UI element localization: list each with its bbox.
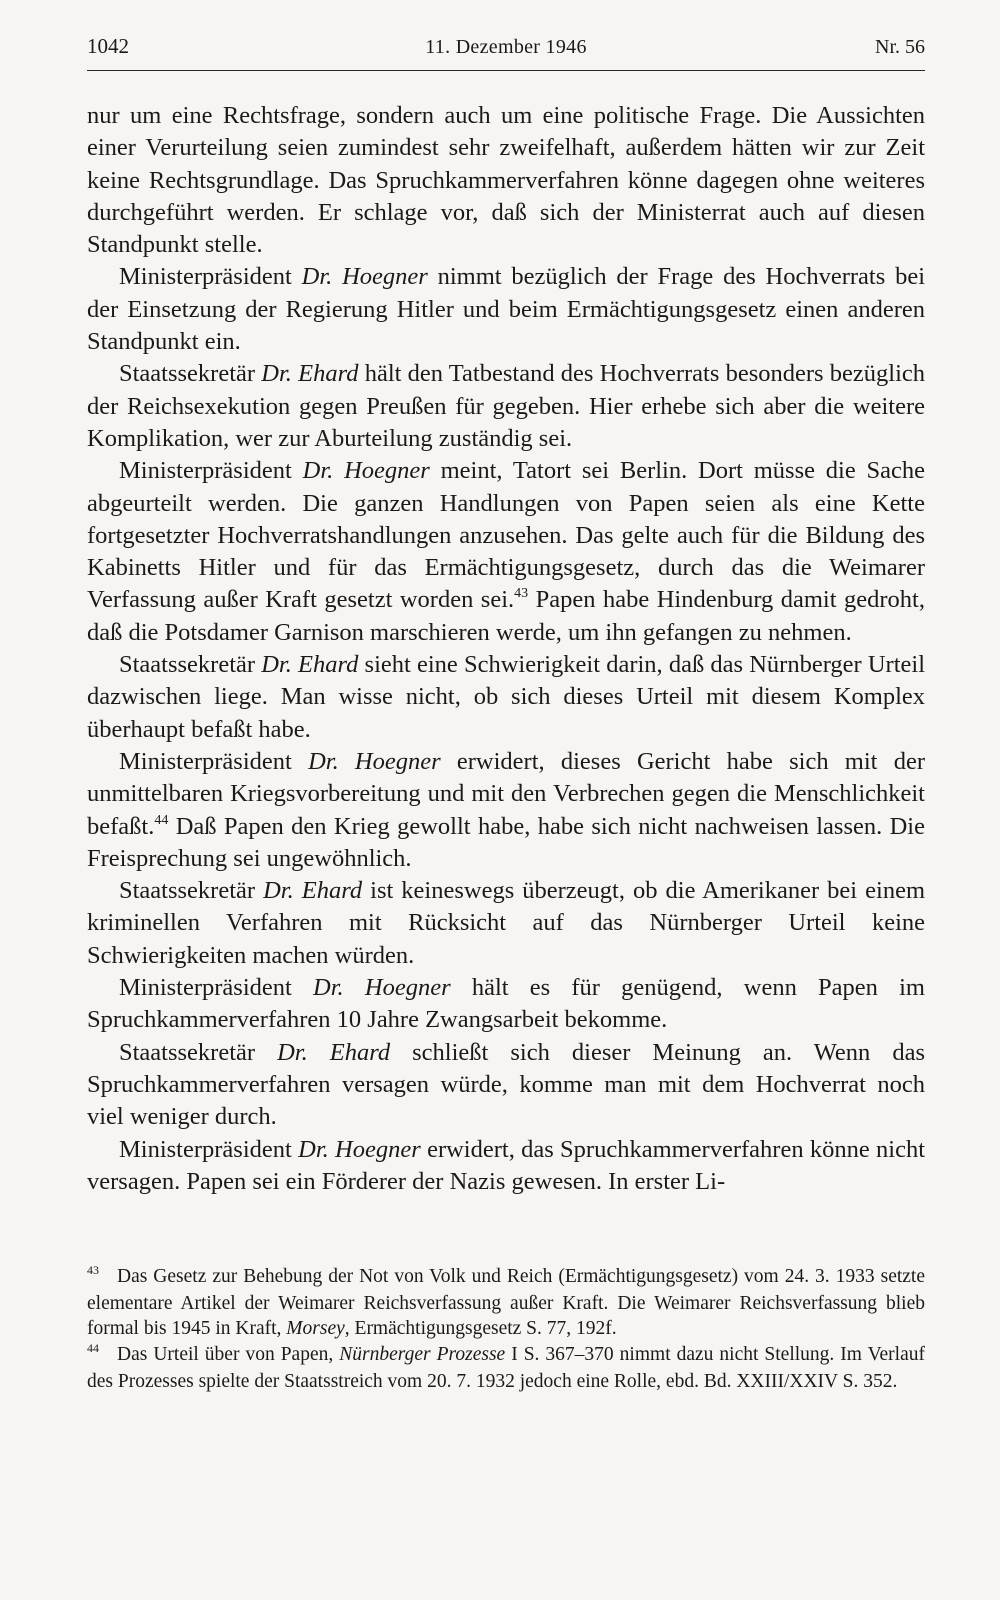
header-date: 11. Dezember 1946 [425, 36, 587, 58]
text-run: Ministerpräsident [119, 747, 309, 775]
text-run: , Ermächtigungsgesetz S. 77, 192f. [344, 1318, 617, 1339]
speaker-name: Dr. Ehard [277, 1038, 391, 1066]
text-run: Ministerpräsident [119, 263, 302, 291]
text-run: sieht eine Schwierigkeit darin, daß das Nürnberger Urteil dazwischen liege. Man wisse nicht, ob sich dieses Urteil mit diesem Komplex überhaupt befaßt habe. [87, 651, 926, 743]
footnote-reference: 43 [514, 586, 529, 602]
speaker-name: Dr. Hoegner [313, 974, 451, 1002]
text-run: nimmt bezüglich der Frage des Hochverrats bei der Einsetzung der Regierung Hitler und beim Ermächtigungsgesetz einen anderen Standpunkt ein. [87, 263, 925, 356]
paragraph [87, 972, 925, 1037]
text-run: Ministerpräsident [119, 974, 314, 1002]
footnote-reference: 44 [154, 812, 169, 828]
text-run: meint, Tatort sei Berlin. Dort müsse die Sache abgeurteilt werden. Die ganzen Handlungen von Papen seien als eine Kette fortgesetzter Hochverratshandlungen anzusehen. Das gelte auch für die Bildung des Kabinetts Hitler und für das Ermächtigungsgesetz, durch das die Weimarer Verfassung außer Kraft gesetzt worden sei. [87, 457, 926, 614]
text-run: Staatssekretär [119, 1038, 278, 1066]
text-run: Das Gesetz zur Behebung der Not von Volk und Reich (Ermächtigungsgesetz) vom 24. 3. 1933 setzte elementare Artikel der Weimarer Reichsverfassung außer Kraft. Die Weimarer Reichsverfassung blieb formal bis 1945 in Kraft, [87, 1266, 925, 1339]
speaker-name: Dr. Hoegner [308, 747, 441, 775]
paragraph [87, 1134, 925, 1199]
main-text [87, 100, 925, 1198]
text-run: Staatssekretär [119, 360, 262, 388]
text-run: hält den Tatbestand des Hochverrats besonders bezüglich der Reichsexekution gegen Preußen für gegeben. Hier erhebe sich aber die weitere Komplikation, wer zur Aburteilung zuständig sei. [87, 360, 926, 452]
speaker-name: Dr. Hoegner [302, 457, 430, 485]
text-run: ist keineswegs überzeugt, ob die Amerikaner bei einem kriminellen Verfahren mit Rücksicht auf das Nürnberger Urteil keine Schwierigkeiten machen würden. [87, 877, 925, 969]
speaker-name: Dr. Ehard [261, 651, 359, 679]
text-run: Staatssekretär [119, 651, 262, 679]
text-run: nur um eine Rechtsfrage, sondern auch um eine politische Frage. Die Aussichten einer Verurteilung seien zumindest sehr zweifelhaft, außerdem hätten wir zur Zeit keine Rechtsgrundlage. Das Spruchkammerverfahren könne dagegen ohne weiteres durchgeführt werden. Er schlage vor, daß sich der Ministerrat auch auf diesen Standpunkt stelle. [87, 102, 925, 259]
text-run: Staatssekretär [119, 877, 264, 905]
paragraph [87, 649, 925, 746]
paragraph [87, 358, 925, 455]
speaker-name: Dr. Hoegner [301, 263, 428, 291]
text-run: Ministerpräsident [119, 1135, 299, 1163]
speaker-name: Dr. Hoegner [298, 1135, 421, 1163]
speaker-name: Dr. Ehard [261, 360, 359, 388]
speaker-name: Morsey [286, 1318, 345, 1339]
text-run: erwidert, das Spruchkammerverfahren könne nicht versagen. Papen sei ein Förderer der Nazis gewesen. In erster Li- [87, 1135, 925, 1195]
running-header [87, 34, 925, 71]
paragraph [87, 455, 925, 649]
text-run: Papen habe Hindenburg damit gedroht, daß die Potsdamer Garnison marschieren werde, um ihn gefangen zu nehmen. [87, 586, 925, 646]
paragraph [87, 1037, 925, 1134]
footnote: 43 Das Gesetz zur Behebung der Not von Volk und Reich (Ermächtigungsgesetz) vom 24. 3. 1933 setzte elementare Artikel der Weimarer Reichsverfassung außer Kraft. Die Weimarer Reichsverfassung blieb formal bis 1945 in Kraft, Morsey, Ermächtigungsgesetz S. 77, 192f. [87, 1263, 925, 1339]
text-run: Daß Papen den Krieg gewollt habe, habe sich nicht nachweisen lassen. Die Freisprechung sei ungewöhnlich. [87, 812, 925, 872]
text-run: Ministerpräsident [119, 457, 303, 485]
paragraph [87, 746, 925, 875]
text-run: Das Urteil über von Papen, [117, 1344, 340, 1365]
speaker-name: Nürnberger Prozesse [339, 1344, 506, 1365]
page-number: 1042 [87, 34, 129, 58]
paragraph [87, 261, 925, 358]
footnotes [87, 1264, 925, 1395]
footnote: 44 Das Urteil über von Papen, Nürnberger Prozesse I S. 367–370 nimmt dazu nicht Stellung. Im Verlauf des Prozesses spielte der Staatsstreich vom 20. 7. 1932 jedoch eine Rolle, ebd. Bd. XXIII/XXIV S. 352. [87, 1341, 925, 1392]
text-run: erwidert, dieses Gericht habe sich mit der unmittelbaren Kriegsvorbereitung und mit den Verbrechen gegen die Menschlichkeit befaßt. [87, 747, 925, 840]
text-run: I S. 367–370 nimmt dazu nicht Stellung. Im Verlauf des Prozesses spielte der Staatsstreich vom 20. 7. 1932 jedoch eine Rolle, ebd. Bd. XXIII/XXIV S. 352. [87, 1344, 925, 1392]
issue-number: Nr. 56 [875, 36, 925, 58]
speaker-name: Dr. Ehard [263, 877, 363, 905]
paragraph [87, 100, 925, 261]
text-run: schließt sich dieser Meinung an. Wenn das Spruchkammerverfahren versagen würde, komme man mit dem Hochverrat noch viel weniger durch. [87, 1038, 925, 1131]
text-run: hält es für genügend, wenn Papen im Spruchkammerverfahren 10 Jahre Zwangsarbeit bekomme. [87, 974, 925, 1034]
paragraph [87, 875, 925, 972]
